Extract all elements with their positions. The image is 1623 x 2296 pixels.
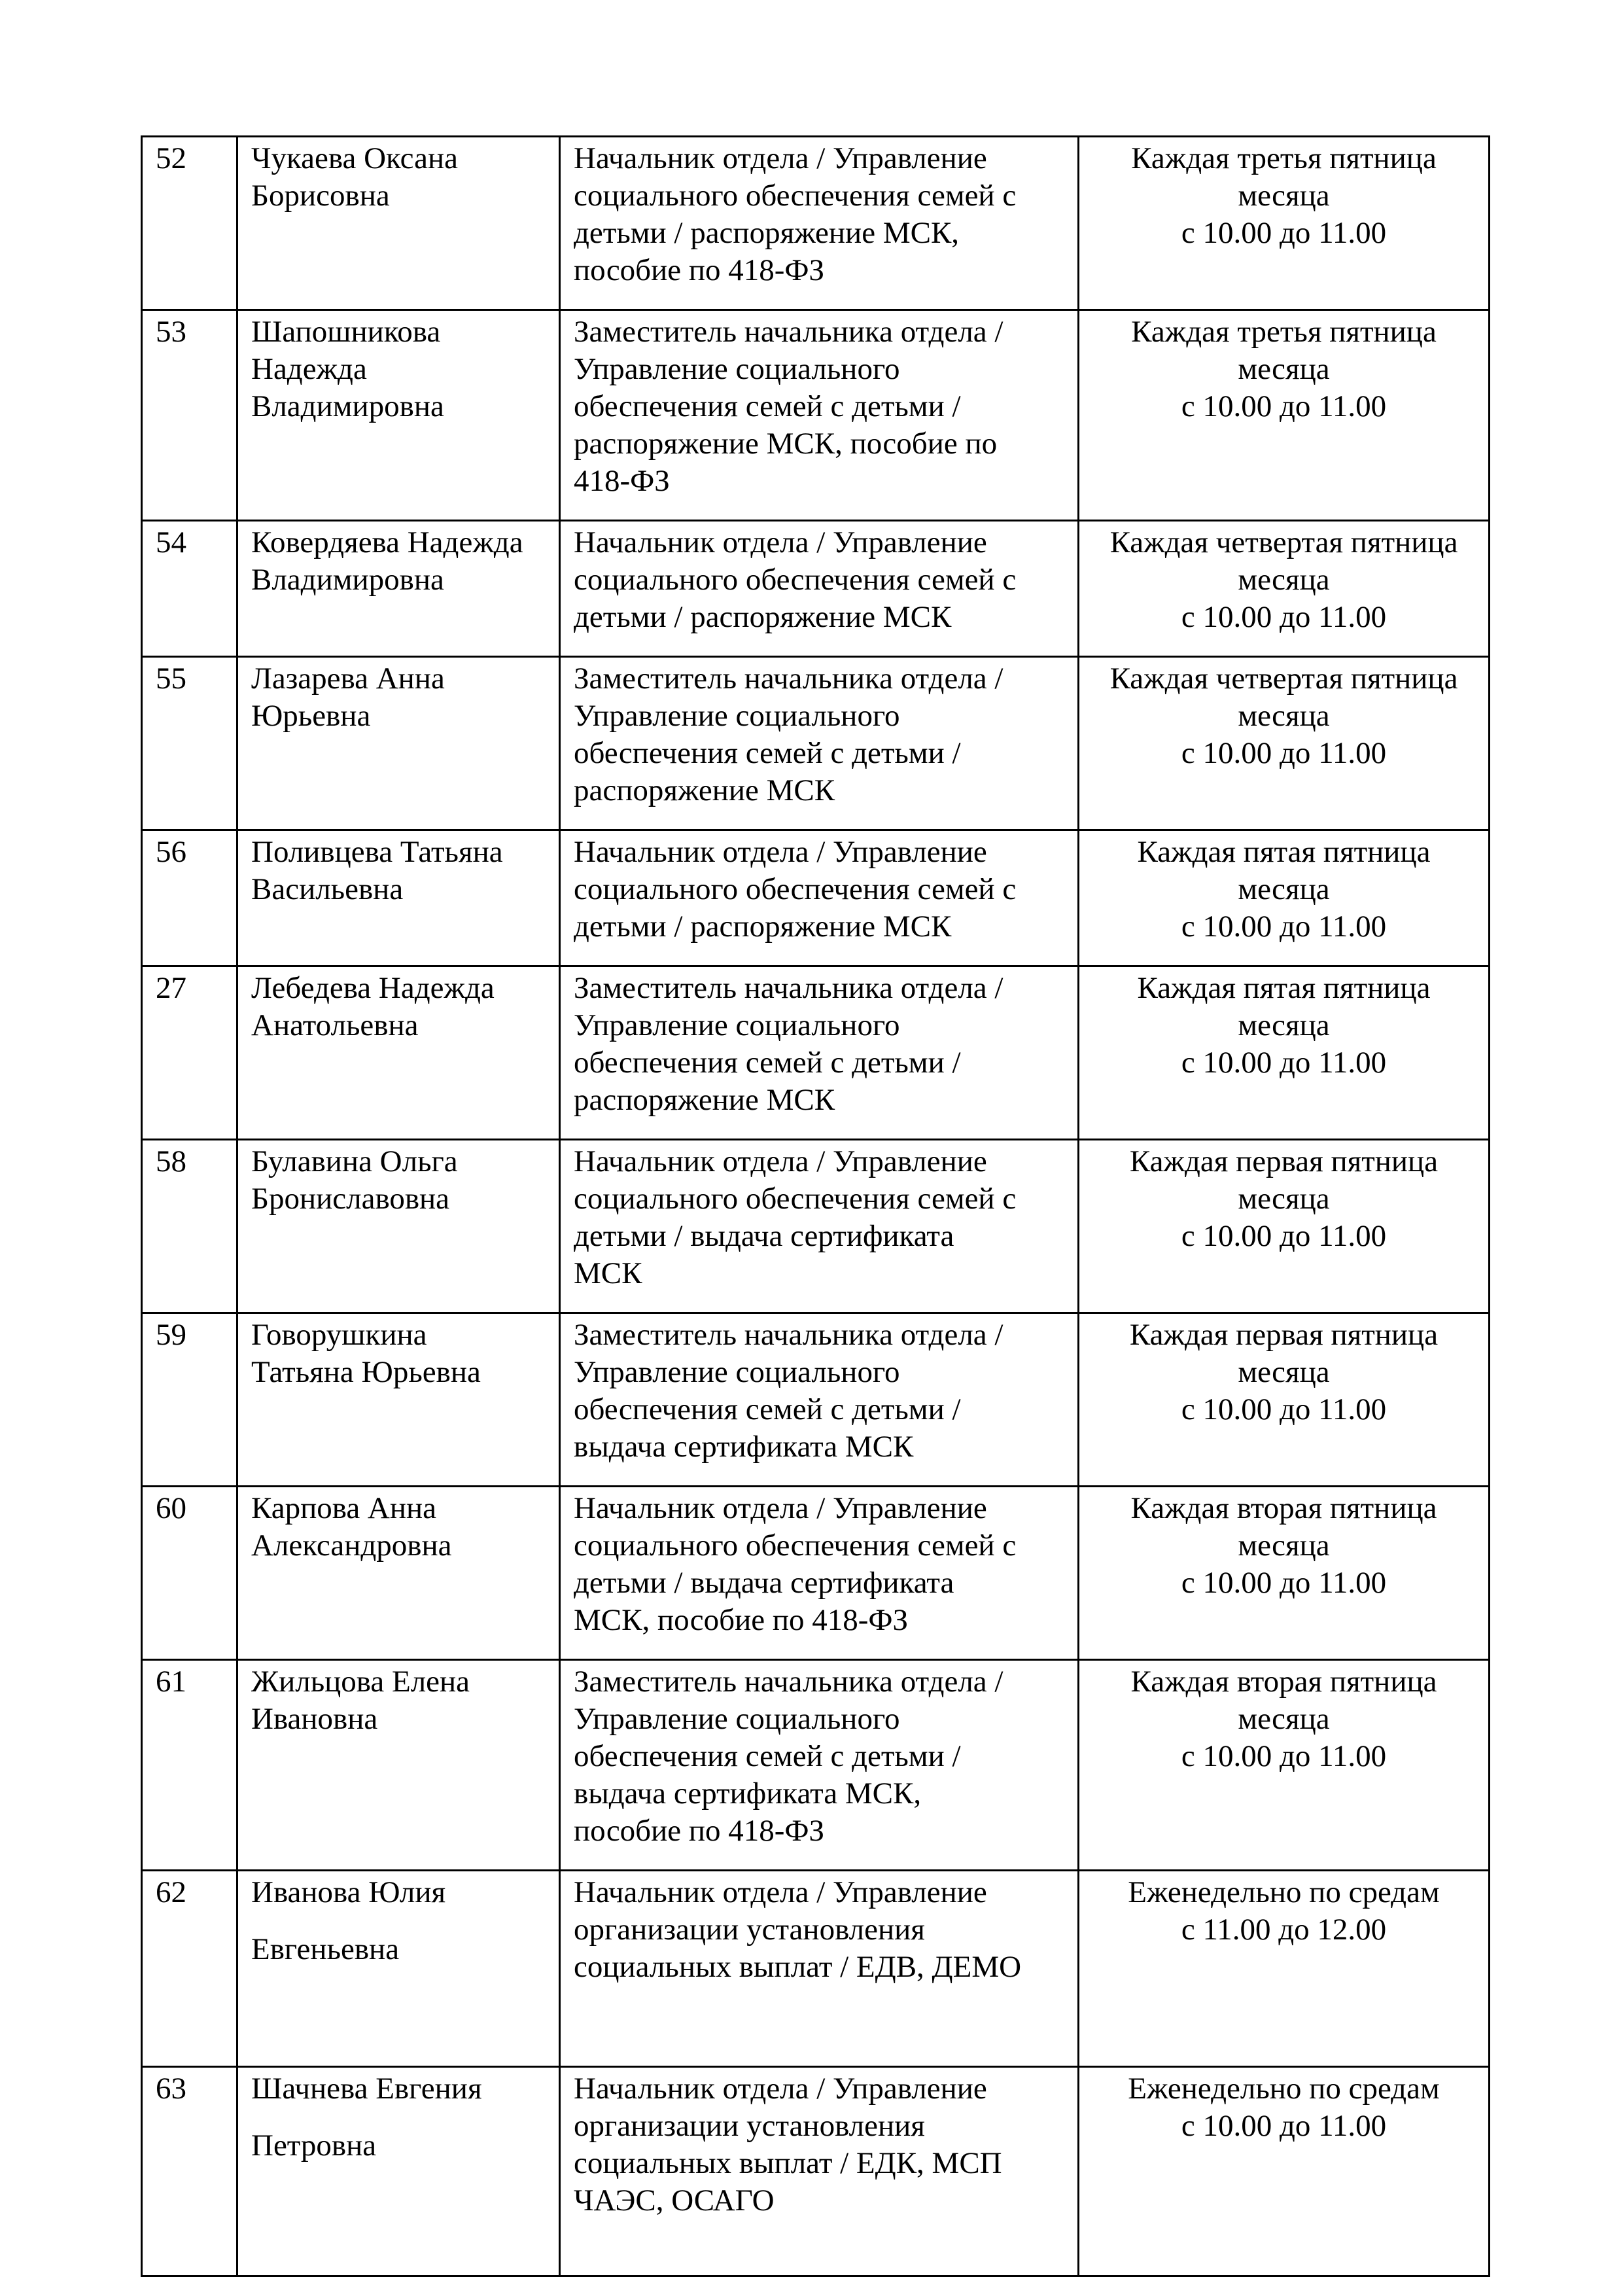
employee-name-line: Татьяна Юрьевна	[251, 1355, 481, 1389]
reception-time-cell	[1079, 1871, 1490, 2067]
position-cell	[560, 1140, 1079, 1313]
position-line: социального обеспечения семей с	[574, 1528, 1017, 1563]
position-line: Начальник отдела / Управление	[574, 525, 987, 559]
reception-time-line: месяца	[1238, 699, 1330, 733]
reception-time-line: с 10.00 до 11.00	[1181, 2109, 1387, 2143]
position-line: социального обеспечения семей с	[574, 179, 1017, 213]
table-row	[142, 1140, 1490, 1313]
employee-name-cell	[237, 830, 560, 966]
employee-name-line: Шачнева Евгения	[251, 2072, 482, 2106]
employee-name-line: Булавина Ольга	[251, 1144, 458, 1178]
reception-time-line: Каждая вторая пятница	[1130, 1491, 1437, 1525]
position-line: социального обеспечения семей с	[574, 563, 1017, 597]
employee-name-line: Евгеньевна	[251, 1932, 400, 1966]
position-line: выдача сертификата МСК,	[574, 1776, 922, 1810]
position-line: организации установления	[574, 1913, 925, 1947]
position-cell	[560, 1660, 1079, 1871]
table-row	[142, 310, 1490, 521]
employee-name-line: Ковердяева Надежда	[251, 525, 523, 559]
position-line: социальных выплат / ЕДК, МСП	[574, 2146, 1002, 2180]
position-line: распоряжение МСК, пособие по	[574, 427, 998, 461]
reception-time-cell	[1079, 1660, 1490, 1871]
position-line: пособие по 418-ФЗ	[574, 1814, 825, 1848]
employee-name-cell	[237, 521, 560, 657]
position-line: Заместитель начальника отдела /	[574, 971, 1003, 1005]
employee-name-cell	[237, 1313, 560, 1487]
reception-time-line: месяца	[1238, 352, 1330, 386]
reception-time-cell	[1079, 830, 1490, 966]
position-line: социальных выплат / ЕДВ, ДЕМО	[574, 1950, 1022, 1984]
employee-name-cell	[237, 137, 560, 310]
reception-time-line: Каждая первая пятница	[1129, 1144, 1439, 1178]
employee-name-line: Поливцева Татьяна	[251, 835, 503, 869]
position-line: выдача сертификата МСК	[574, 1430, 914, 1464]
row-number: 52	[156, 141, 186, 175]
reception-time-line: с 10.00 до 11.00	[1181, 1046, 1387, 1080]
row-number-cell	[142, 2067, 237, 2276]
row-number: 58	[156, 1144, 186, 1178]
reception-time-line: месяца	[1238, 179, 1330, 213]
reception-time-cell	[1079, 521, 1490, 657]
position-line: Начальник отдела / Управление	[574, 835, 987, 869]
reception-time-line: Каждая третья пятница	[1131, 141, 1437, 175]
row-number: 62	[156, 1875, 186, 1909]
reception-time-line: Каждая третья пятница	[1131, 315, 1437, 349]
reception-time-cell	[1079, 2067, 1490, 2276]
employee-name-cell	[237, 1660, 560, 1871]
employee-name-cell	[237, 657, 560, 830]
position-line: МСК	[574, 1256, 642, 1290]
reception-time-line: месяца	[1238, 1182, 1330, 1216]
row-number: 53	[156, 315, 186, 349]
position-line: организации установления	[574, 2109, 925, 2143]
employee-name-line: Лазарева Анна	[251, 662, 445, 696]
employee-name-line: Брониславовна	[251, 1182, 450, 1216]
employee-name-line: Говорушкина	[251, 1318, 427, 1352]
reception-time-cell	[1079, 1487, 1490, 1660]
reception-time-line: Каждая четвертая пятница	[1109, 525, 1458, 559]
table-row	[142, 1313, 1490, 1487]
position-line: обеспечения семей с детьми /	[574, 1046, 961, 1080]
row-number: 61	[156, 1665, 186, 1699]
row-number-cell	[142, 1140, 237, 1313]
position-line: Заместитель начальника отдела /	[574, 662, 1003, 696]
reception-time-line: Каждая пятая пятница	[1137, 971, 1431, 1005]
employee-name-line: Борисовна	[251, 179, 390, 213]
position-line: Управление социального	[574, 1355, 900, 1389]
position-cell	[560, 1313, 1079, 1487]
position-line: детьми / выдача сертификата	[574, 1219, 954, 1253]
table-row	[142, 1660, 1490, 1871]
position-cell	[560, 521, 1079, 657]
position-line: распоряжение МСК	[574, 773, 835, 807]
reception-time-line: Каждая вторая пятница	[1130, 1665, 1437, 1699]
reception-time-line: с 10.00 до 11.00	[1181, 910, 1387, 944]
employee-name-line: Владимировна	[251, 389, 444, 423]
reception-time-cell	[1079, 310, 1490, 521]
reception-time-line: Еженедельно по средам	[1128, 1875, 1440, 1909]
position-cell	[560, 1487, 1079, 1660]
position-line: обеспечения семей с детьми /	[574, 389, 961, 423]
row-number-cell	[142, 1313, 237, 1487]
position-line: детьми / выдача сертификата	[574, 1566, 954, 1600]
reception-time-line: месяца	[1238, 1355, 1330, 1389]
row-number: 56	[156, 835, 186, 869]
employee-name-cell	[237, 966, 560, 1140]
employee-name-line: Анатольевна	[251, 1008, 419, 1042]
reception-time-cell	[1079, 1140, 1490, 1313]
position-line: обеспечения семей с детьми /	[574, 736, 961, 770]
table-row	[142, 830, 1490, 966]
employee-name-line: Иванова Юлия	[251, 1875, 446, 1909]
reception-time-cell	[1079, 1313, 1490, 1487]
position-line: Управление социального	[574, 1702, 900, 1736]
table-row	[142, 1871, 1490, 2067]
position-line: детьми / распоряжение МСК	[574, 910, 952, 944]
spacer	[251, 1911, 546, 1931]
position-line: Заместитель начальника отдела /	[574, 315, 1003, 349]
row-number: 55	[156, 662, 186, 696]
position-line: ЧАЭС, ОСАГО	[574, 2183, 775, 2217]
table-row	[142, 966, 1490, 1140]
position-line: обеспечения семей с детьми /	[574, 1739, 961, 1773]
reception-time-line: Еженедельно по средам	[1128, 2072, 1440, 2106]
position-cell	[560, 830, 1079, 966]
employee-name-line: Юрьевна	[251, 699, 371, 733]
reception-time-cell	[1079, 137, 1490, 310]
reception-time-line: месяца	[1238, 872, 1330, 906]
reception-time-line: Каждая первая пятница	[1129, 1318, 1439, 1352]
position-cell	[560, 310, 1079, 521]
employee-name-cell	[237, 310, 560, 521]
reception-time-line: с 10.00 до 11.00	[1181, 389, 1387, 423]
row-number-cell	[142, 1660, 237, 1871]
position-line: Начальник отдела / Управление	[574, 2072, 987, 2106]
row-number: 54	[156, 525, 186, 559]
employee-name-line: Карпова Анна	[251, 1491, 437, 1525]
reception-time-line: с 10.00 до 11.00	[1181, 736, 1387, 770]
position-line: обеспечения семей с детьми /	[574, 1392, 961, 1426]
position-line: детьми / распоряжение МСК,	[574, 216, 960, 250]
employee-name-line: Шапошникова	[251, 315, 441, 349]
row-number: 59	[156, 1318, 186, 1352]
table-body	[142, 137, 1490, 2276]
reception-time-line: месяца	[1238, 1008, 1330, 1042]
reception-time-line: месяца	[1238, 1702, 1330, 1736]
row-number-cell	[142, 1487, 237, 1660]
position-line: Заместитель начальника отдела /	[574, 1665, 1003, 1699]
table-row	[142, 137, 1490, 310]
position-cell	[560, 1871, 1079, 2067]
reception-time-line: Каждая четвертая пятница	[1109, 662, 1458, 696]
employee-name-line: Александровна	[251, 1528, 452, 1563]
row-number: 63	[156, 2072, 186, 2106]
table-row	[142, 657, 1490, 830]
position-cell	[560, 657, 1079, 830]
employee-name-cell	[237, 1871, 560, 2067]
position-cell	[560, 966, 1079, 1140]
employee-name-line: Лебедева Надежда	[251, 971, 495, 1005]
position-line: Начальник отдела / Управление	[574, 1491, 987, 1525]
position-line: МСК, пособие по 418-ФЗ	[574, 1603, 909, 1637]
row-number-cell	[142, 1871, 237, 2067]
reception-time-line: с 10.00 до 11.00	[1181, 1566, 1387, 1600]
position-line: 418-ФЗ	[574, 464, 670, 498]
employee-name-cell	[237, 1487, 560, 1660]
position-line: Начальник отдела / Управление	[574, 1144, 987, 1178]
position-line: Начальник отдела / Управление	[574, 141, 987, 175]
table-row	[142, 1487, 1490, 1660]
reception-time-line: месяца	[1238, 563, 1330, 597]
reception-time-cell	[1079, 657, 1490, 830]
employee-name-line: Петровна	[251, 2128, 377, 2163]
reception-time-line: месяца	[1238, 1528, 1330, 1563]
reception-time-line: с 10.00 до 11.00	[1181, 600, 1387, 634]
reception-time-line: с 10.00 до 11.00	[1181, 1739, 1387, 1773]
position-cell	[560, 137, 1079, 310]
row-number-cell	[142, 521, 237, 657]
reception-time-cell	[1079, 966, 1490, 1140]
table-row	[142, 2067, 1490, 2276]
row-number-cell	[142, 137, 237, 310]
position-line: пособие по 418-ФЗ	[574, 253, 825, 287]
position-cell	[560, 2067, 1079, 2276]
position-line: Управление социального	[574, 352, 900, 386]
row-number-cell	[142, 966, 237, 1140]
row-number-cell	[142, 310, 237, 521]
employee-name-line: Чукаева Оксана	[251, 141, 458, 175]
employee-name-line: Владимировна	[251, 563, 444, 597]
position-line: социального обеспечения семей с	[574, 1182, 1017, 1216]
position-line: детьми / распоряжение МСК	[574, 600, 952, 634]
employee-name-line: Жильцова Елена	[251, 1665, 470, 1699]
employee-name-cell	[237, 1140, 560, 1313]
reception-time-line: с 11.00 до 12.00	[1181, 1913, 1387, 1947]
employee-name-cell	[237, 2067, 560, 2276]
reception-schedule-table	[141, 135, 1490, 2277]
reception-time-line: с 10.00 до 11.00	[1181, 1392, 1387, 1426]
position-line: Управление социального	[574, 1008, 900, 1042]
reception-time-line: Каждая пятая пятница	[1137, 835, 1431, 869]
employee-name-line: Васильевна	[251, 872, 404, 906]
position-line: Начальник отдела / Управление	[574, 1875, 987, 1909]
reception-time-line: с 10.00 до 11.00	[1181, 216, 1387, 250]
position-line: распоряжение МСК	[574, 1083, 835, 1117]
employee-name-line: Ивановна	[251, 1702, 378, 1736]
table-row	[142, 521, 1490, 657]
row-number: 27	[156, 971, 186, 1005]
row-number-cell	[142, 657, 237, 830]
position-line: Заместитель начальника отдела /	[574, 1318, 1003, 1352]
employee-name-line: Надежда	[251, 352, 367, 386]
row-number: 60	[156, 1491, 186, 1525]
spacer	[251, 2108, 546, 2127]
position-line: социального обеспечения семей с	[574, 872, 1017, 906]
position-line: Управление социального	[574, 699, 900, 733]
reception-time-line: с 10.00 до 11.00	[1181, 1219, 1387, 1253]
row-number-cell	[142, 830, 237, 966]
